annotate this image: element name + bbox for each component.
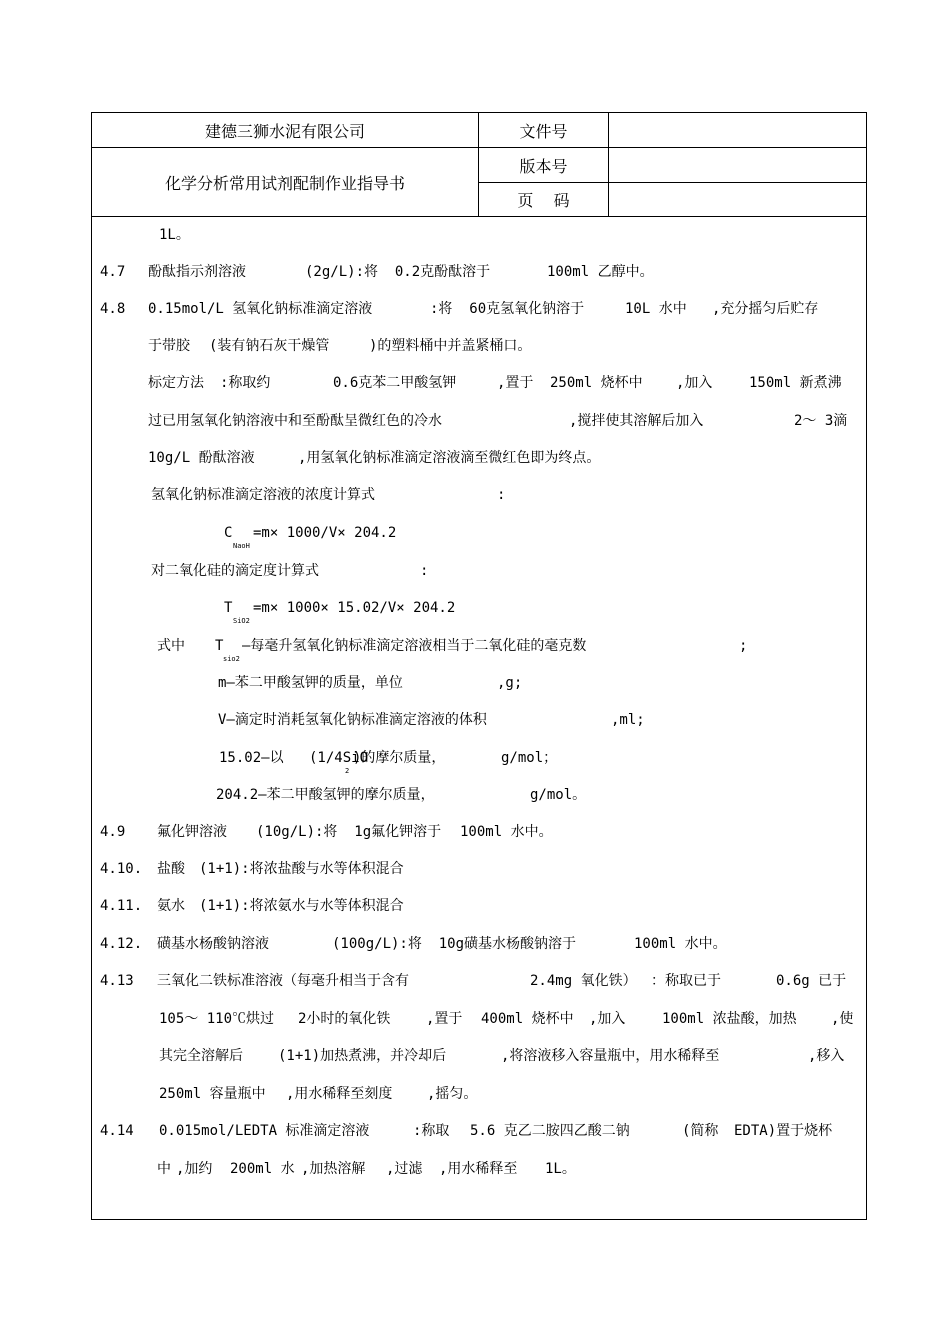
text-line: ,加入 [589,1011,626,1027]
text-line: 氨水 [157,898,185,914]
formula-subscript: sio2 [223,655,240,663]
text-line: 中 [157,1161,171,1177]
text-line: ,ml; [611,712,645,728]
text-line: 式中 [157,638,185,654]
text-line: ,将溶液移入容量瓶中，用水稀释至 [501,1048,720,1064]
text-line: 250ml 容量瓶中 [159,1086,266,1102]
text-line: 氢氧化钠标准滴定溶液的浓度计算式 [151,487,375,503]
text-line: 204.2—苯二甲酸氢钾的摩尔质量， [216,787,435,803]
file-number-label: 文件号 [519,121,568,141]
text-line: 15.02—以 [219,750,284,766]
formula-subscript: SiO2 [233,617,250,625]
section-number: 4.7 [100,264,126,280]
text-line: 2～ 3滴 [794,413,848,429]
text-line: 200ml 水 [230,1161,295,1177]
text-line: 盐酸 [157,861,185,877]
page-number-value [609,183,866,216]
text-line: :称取 [413,1123,450,1139]
text-line: 过已用氢氧化钠溶液中和至酚酞呈微红色的冷水 [148,413,442,429]
text-line: 10L 水中 ,充分摇匀后贮存 [625,301,819,317]
text-line: 磺基水杨酸钠溶液 [157,936,269,952]
text-line: 250ml 烧杯中 [550,375,643,391]
section-number: 4.13 [100,973,134,989]
formula-subscript: NaoH [233,542,250,550]
text-line: ,加入 [676,375,713,391]
text-line: (100g/L):将 10g磺基水杨酸钠溶于 [332,936,577,952]
text-line: ,加约 [176,1161,213,1177]
text-line: 2小时的氧化铁 [298,1011,391,1027]
text-line: ,移入 [808,1048,845,1064]
text-line: g/mol； [501,750,558,766]
text-line: (1+1):将浓氨水与水等体积混合 [199,898,404,914]
text-line: ,置于 [426,1011,463,1027]
text-line: 酚酞指示剂溶液 [148,264,246,280]
text-line: 1L。 [159,227,190,243]
formula-subscript: 2 [345,767,350,775]
text-line: 100ml 水中。 [634,936,727,952]
text-line: (1/4SiO [309,750,369,766]
section-number: 4.12. [100,936,143,952]
version-value [609,148,866,182]
text-line: g/mol。 [530,787,587,803]
text-line: 100ml 乙醇中。 [547,264,654,280]
text-line: 5.6 克乙二胺四乙酸二钠 [470,1123,630,1139]
section-number: 4.9 [100,824,126,840]
page-number-label: 页 码 [517,191,570,210]
text-line: 2.4mg 氧化铁） [530,973,637,989]
text-line: :将 60克氢氧化钠溶于 [430,301,585,317]
text-line: )的塑料桶中并盖紧桶口。 [369,338,532,354]
text-line: 三氧化二铁标准溶液（每毫升相当于含有 [157,973,409,989]
company-name: 建德三狮水泥有限公司 [204,121,365,141]
text-line: ,g; [497,675,523,691]
version-label: 版本号 [519,156,568,176]
text-line: 1L。 [545,1161,576,1177]
text-line: )的摩尔质量， [353,750,446,766]
text-line: :称取约 [220,375,271,391]
text-line: 0.015mol/LEDTA 标准滴定溶液 [159,1123,370,1139]
formula-symbol: T [215,638,224,654]
text-line: ,用水稀释至刻度 [286,1086,393,1102]
formula: =m× 1000× 15.02/V× 204.2 [253,600,456,616]
text-line: 400ml 烧杯中 [481,1011,574,1027]
text-line: ,过滤 [386,1161,423,1177]
formula: =m× 1000/V× 204.2 [253,525,397,541]
section-number: 4.10. [100,861,143,877]
text-line: 100ml 浓盐酸，加热 [662,1011,797,1027]
text-line: —每毫升氢氧化钠标准滴定溶液相当于二氧化硅的毫克数 [242,638,587,654]
text-line: ,使 [831,1011,854,1027]
text-line: ：称取已于 [651,973,721,989]
text-line: : [420,563,429,579]
text-line: ,摇匀。 [427,1086,478,1102]
text-line: EDTA)置于烧杯 [734,1123,833,1139]
document-frame [91,112,867,1220]
text-line: 10g/L 酚酞溶液 [148,450,255,466]
section-number: 4.14 [100,1123,134,1139]
text-line: (装有钠石灰干燥管 [209,338,330,354]
formula-symbol: C [224,525,233,541]
text-line: 100ml 水中。 [460,824,553,840]
text-line: ,用氢氧化钠标准滴定溶液滴至微红色即为终点。 [298,450,601,466]
text-line: 标定方法 [148,375,204,391]
text-line: V—滴定时消耗氢氧化钠标准滴定溶液的体积 [218,712,487,728]
text-line: 0.6克苯二甲酸氢钾 [333,375,457,391]
document-title: 化学分析常用试剂配制作业指导书 [164,173,405,193]
text-line: ,搅拌使其溶解后加入 [569,413,704,429]
text-line: (1+1):将浓盐酸与水等体积混合 [199,861,404,877]
text-line: ,置于 [497,375,534,391]
text-line: 105～ 110℃烘过 [159,1011,275,1027]
text-line: m—苯二甲酸氢钾的质量，单位 [218,675,403,691]
text-line: 150ml 新煮沸 [749,375,842,391]
text-line: : [497,487,506,503]
text-line: ,用水稀释至 [439,1161,518,1177]
file-number-value [609,113,866,147]
text-line: 于带胶 [148,338,190,354]
text-line: (2g/L):将 0.2克酚酞溶于 [305,264,491,280]
section-number: 4.11. [100,898,143,914]
text-line: ,加热溶解 [301,1161,366,1177]
section-number: 4.8 [100,301,126,317]
text-line: 对二氧化硅的滴定度计算式 [151,563,319,579]
text-line: 氟化钾溶液 [157,824,227,840]
text-line: 其完全溶解后 [159,1048,243,1064]
text-line: ; [739,638,748,654]
text-line: (1+1)加热煮沸，并冷却后 [278,1048,447,1064]
formula-symbol: T [224,600,233,616]
text-line: 0.15mol/L 氢氧化钠标准滴定溶液 [148,301,373,317]
text-line: 0.6g 已于 [776,973,847,989]
header-table [92,113,866,217]
text-line: (10g/L):将 1g氟化钾溶于 [256,824,442,840]
text-line: (简称 [682,1123,719,1139]
